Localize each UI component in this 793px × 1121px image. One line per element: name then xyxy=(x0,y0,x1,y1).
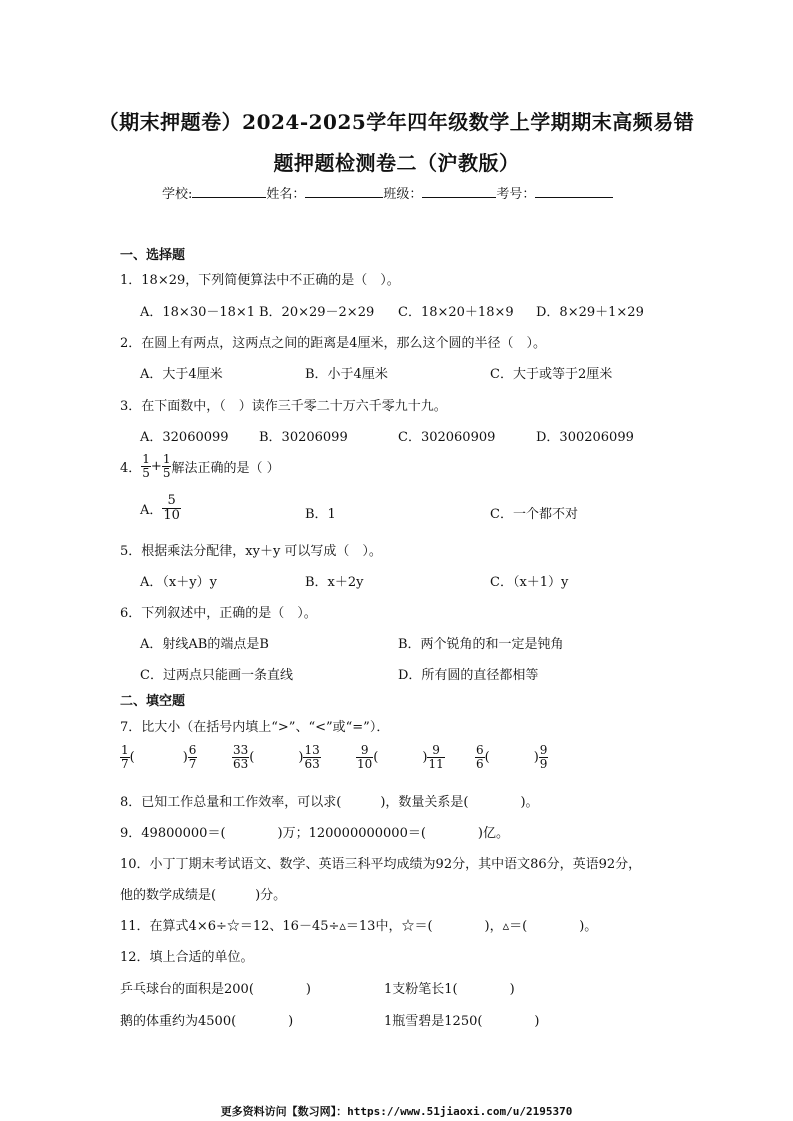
question-1-option-a[interactable]: A．18×30－18×1 xyxy=(140,305,256,320)
question-12-item-a: 乒乓球台的面积是200( ) xyxy=(120,982,311,997)
id-blank[interactable] xyxy=(535,183,613,198)
question-1-option-d[interactable]: D．8×29＋1×29 xyxy=(536,305,644,320)
question-3-stem: 3．在下面数中，（ ）读作三千零二十万六千零九十九。 xyxy=(120,399,447,414)
fraction-five-tenths: $\frac{5}{10}$ xyxy=(163,493,180,523)
fraction-one-fifth-a: $\frac{1}{5}$ xyxy=(142,452,150,480)
question-9: 9．49800000＝( )万；120000000000＝( )亿。 xyxy=(120,826,509,841)
question-12-item-b: 1支粉笔长1( ) xyxy=(384,982,515,997)
fraction: $\frac{6}{7}$ xyxy=(188,743,197,771)
question-4-tail: 解法正确的是（ ） xyxy=(171,460,280,476)
page-title-line1: （期末押题卷）2024-2025学年四年级数学上学期期末高频易错 xyxy=(98,110,695,134)
section-fill-heading: 二、填空题 xyxy=(120,694,186,709)
question-4-stem xyxy=(120,453,280,479)
footer-link[interactable]: 更多资料访问【数习网】：https://www.51jiaoxi.com/u/2195370 xyxy=(220,1105,573,1118)
school-label: 学校: xyxy=(162,187,193,202)
answer-open-paren: ( xyxy=(129,749,135,765)
question-6-option-d[interactable]: D．所有圆的直径都相等 xyxy=(398,668,539,683)
question-10-line1: 10．小丁丁期末考试语文、数学、英语三科平均成绩为92分，其中语文86分，英语92分， xyxy=(120,857,642,872)
question-11: 11．在算式4×6÷☆＝12、16－45÷▵＝13中，☆＝( )，▵＝( )。 xyxy=(120,919,598,934)
question-6-option-c[interactable]: C．过两点只能画一条直线 xyxy=(140,668,293,683)
fraction: $\frac{9}{10}$ xyxy=(357,743,373,771)
question-5-option-a[interactable]: A．（x＋y）y xyxy=(140,575,217,590)
question-4-number: 4． xyxy=(120,460,142,476)
question-10-line2: 他的数学成绩是( )分。 xyxy=(120,888,287,903)
name-blank[interactable] xyxy=(305,183,383,198)
page-title-line2: 题押题检测卷二（沪教版） xyxy=(273,151,520,175)
class-label: 班级： xyxy=(383,187,423,202)
question-6-stem: 6．下列叙述中，正确的是（ ）。 xyxy=(120,606,317,621)
student-info-row xyxy=(162,183,613,202)
question-3-option-b[interactable]: B．30206099 xyxy=(259,430,348,445)
answer-open-paren: ( xyxy=(373,749,379,765)
compare-pair-1 xyxy=(120,744,197,770)
answer-open-paren: ( xyxy=(484,749,490,765)
question-6-option-a[interactable]: A．射线AB的端点是B xyxy=(140,637,269,652)
question-1-option-c[interactable]: C．18×20＋18×9 xyxy=(398,305,514,320)
plus-sign: + xyxy=(150,458,162,474)
answer-close-paren: ) xyxy=(422,749,428,765)
question-2-option-b[interactable]: B．小于4厘米 xyxy=(305,367,388,382)
question-4-option-a[interactable] xyxy=(140,494,181,522)
question-12-item-d: 1瓶雪碧是1250( ) xyxy=(384,1014,540,1029)
question-8: 8．已知工作总量和工作效率，可以求( )，数量关系是( )。 xyxy=(120,795,539,810)
fraction-one-fifth-b: $\frac{1}{5}$ xyxy=(162,452,171,480)
id-label: 考号： xyxy=(496,187,536,202)
question-3-option-a[interactable]: A．32060099 xyxy=(140,430,229,445)
answer-close-paren: ) xyxy=(298,749,304,765)
answer-close-paren: ) xyxy=(533,749,539,765)
question-1-option-b[interactable]: B．20×29－2×29 xyxy=(259,305,375,320)
question-5-stem: 5．根据乘法分配律，xy＋y 可以写成（ ）。 xyxy=(120,544,382,559)
fraction: $\frac{9}{11}$ xyxy=(428,743,444,771)
question-4-option-c[interactable]: C．一个都不对 xyxy=(490,507,578,522)
question-12-stem: 12．填上合适的单位。 xyxy=(120,950,254,965)
question-2-stem: 2．在圆上有两点，这两点之间的距离是4厘米，那么这个圆的半径（ ）。 xyxy=(120,336,547,351)
compare-pair-3 xyxy=(356,744,445,770)
question-7-stem: 7．比大小（在括号内填上“>”、“<”或“=”）． xyxy=(120,720,390,735)
question-2-option-a[interactable]: A．大于4厘米 xyxy=(140,367,223,382)
name-label: 姓名： xyxy=(266,187,306,202)
compare-pair-2 xyxy=(232,744,321,770)
question-3-option-c[interactable]: C．302060909 xyxy=(398,430,496,445)
question-1-stem: 1．18×29，下列简便算法中不正确的是（ ）。 xyxy=(120,273,400,288)
answer-open-paren: ( xyxy=(249,749,255,765)
option-a-label: A． xyxy=(140,502,163,518)
question-12-item-c: 鹅的体重约为4500( ) xyxy=(120,1014,294,1029)
fraction: $\frac{6}{6}$ xyxy=(476,743,484,771)
question-2-option-c[interactable]: C．大于或等于2厘米 xyxy=(490,367,613,382)
answer-close-paren: ) xyxy=(182,749,188,765)
fraction: $\frac{33}{63}$ xyxy=(233,743,249,771)
question-6-option-b[interactable]: B．两个锐角的和一定是钝角 xyxy=(398,637,564,652)
fraction: $\frac{13}{63}$ xyxy=(304,743,320,771)
compare-pair-4 xyxy=(475,744,548,770)
question-5-option-c[interactable]: C．（x＋1）y xyxy=(490,575,569,590)
question-4-option-b[interactable]: B．1 xyxy=(305,507,336,522)
school-blank[interactable] xyxy=(192,183,266,198)
question-5-option-b[interactable]: B．x＋2y xyxy=(305,575,364,590)
section-choice-heading: 一、选择题 xyxy=(120,248,186,263)
class-blank[interactable] xyxy=(422,183,496,198)
fraction: $\frac{9}{9}$ xyxy=(539,743,548,771)
fraction: $\frac{1}{7}$ xyxy=(121,743,129,771)
question-3-option-d[interactable]: D．300206099 xyxy=(536,430,634,445)
